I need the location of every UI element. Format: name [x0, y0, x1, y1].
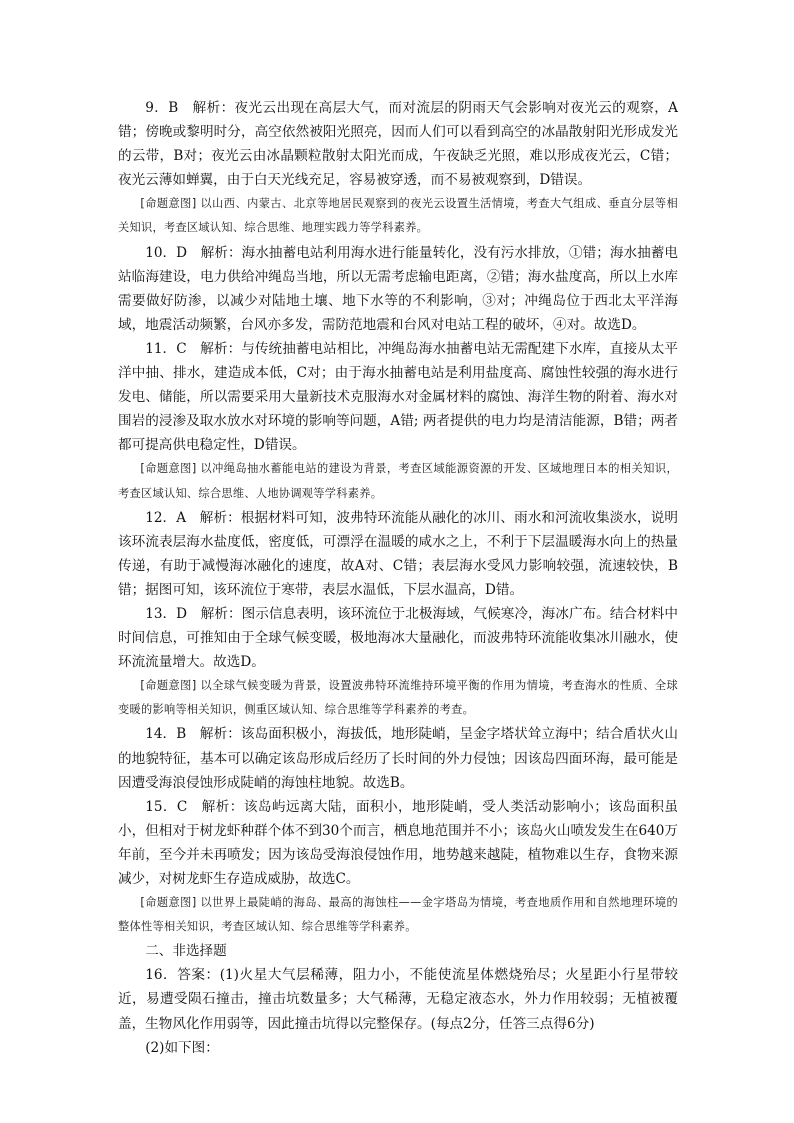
answer-9: 9．B 解析：夜光云出现在高层大气，而对流层的阴雨天气会影响对夜光云的观察，A错；傍晚或黎明时分，高空依然被阳光照亮，因而人们可以看到高空的冰晶散射阳光形成发光的云带，B对；夜光云由冰晶颗粒散射太阳光而成，午夜缺乏光照，难以形成夜光云，C错；夜光云薄如蝉翼，由于白天光线充足，容易被穿透，而不易被观察到，D错误。 [118, 100, 678, 189]
section-heading: 二、非选择题 [145, 943, 227, 960]
intent-9: [命题意图] 以山西、内蒙古、北京等地居民观察到的夜光云设置生活情境，考查大气组成、垂直分层等相关知识，考查区域认知、综合思维、地理实践力等学科素养。 [118, 197, 678, 235]
figure-caption: (2)如下图： [145, 1039, 219, 1056]
intent-10-11: [命题意图] 以冲绳岛抽水蓄能电站的建设为背景，考查区域能源资源的开发、区域地理日本的相关知识，考查区域认知、综合思维、人地协调观等学科素养。 [118, 462, 678, 500]
answer-page [118, 96, 678, 1060]
intent-14-15: [命题意图] 以世界上最陡峭的海岛、最高的海蚀柱——金字塔岛为情境，考查地质作用和自然地理环境的整体性等相关知识，考查区域认知、综合思维等学科素养。 [118, 896, 679, 934]
answer-11: 11．C 解析：与传统抽蓄电站相比，冲绳岛海水抽蓄电站无需配建下水库，直接从太平洋中抽、排水，建造成本低，C对；由于海水抽蓄电站是利用盐度高、腐蚀性较强的海水进行发电、储能，所以需要采用大量新技术克服海水对金属材料的腐蚀、海洋生物的附着、海水对围岩的浸渗及取水放水对环境的影响等问题，A错; 两者提供的电力均是清洁能源，B错；两者都可提高供电稳定性，D错误。 [118, 340, 678, 454]
answer-13: 13．D 解析：图示信息表明，该环流位于北极海域，气候寒冷，海冰广布。结合材料中时间信息，可推知由于全球气候变暖，极地海冰大量融化，而波弗特环流能收集冰川融水，使环流流量增大。故选D。 [118, 605, 678, 671]
answer-10: 10．D 解析：海水抽蓄电站利用海水进行能量转化，没有污水排放，①错；海水抽蓄电站临海建设，电力供给冲绳岛当地，所以无需考虑输电距离，②错；海水盐度高，所以上水库需要做好防渗，以减少对陆地土壤、地下水等的不利影响，③对；冲绳岛位于西北太平洋海域，地震活动频繁，台风亦多发，需防范地震和台风对电站工程的破坏，④对。故选D。 [118, 244, 678, 333]
answer-16: 16．答案：(1)火星大气层稀薄，阻力小，不能使流星体燃烧殆尽；火星距小行星带较近，易遭受陨石撞击，撞击坑数量多；大气稀薄，无稳定液态水，外力作用较弱；无植被覆盖，生物风化作用弱等，因此撞击坑得以完整保存。(每点2分，任答三点得6分) [118, 967, 678, 1032]
intent-12-13: [命题意图] 以全球气候变暖为背景，设置波弗特环流维持环境平衡的作用为情境，考查海水的性质、全球变暖的影响等相关知识，侧重区域认知、综合思维等学科素养的考查。 [118, 679, 678, 717]
answer-14: 14．B 解析：该岛面积极小，海拔低，地形陡峭，呈金字塔状耸立海中；结合盾状火山的地貌特征，基本可以确定该岛形成后经历了长时间的外力侵蚀；因该岛四面环海，最可能是因遭受海浪侵蚀形成陡峭的海蚀柱地貌。故选B。 [118, 726, 678, 791]
answer-12: 12．A 解析：根据材料可知，波弗特环流能从融化的冰川、雨水和河流收集淡水，说明该环流表层海水盐度低，密度低，可漂浮在温暖的咸水之上，不利于下层温暖海水向上的热量传递，有助于减慢海冰融化的速度，故A对、C错；表层海水受风力影响较强，流速较快，B错；据图可知，该环流位于寒带，表层水温低，下层水温高，D错。 [118, 509, 678, 598]
answer-15: 15．C 解析：该岛屿远离大陆，面积小，地形陡峭，受人类活动影响小；该岛面积虽小，但相对于树龙虾种群个体不到30个而言，栖息地范围并不小；该岛火山喷发发生在640万年前，至今并未再喷发；因为该岛受海浪侵蚀作用，地势越来越陡，植物难以生存，食物来源减少，对树龙虾生存造成威胁，故选C。 [118, 798, 678, 887]
